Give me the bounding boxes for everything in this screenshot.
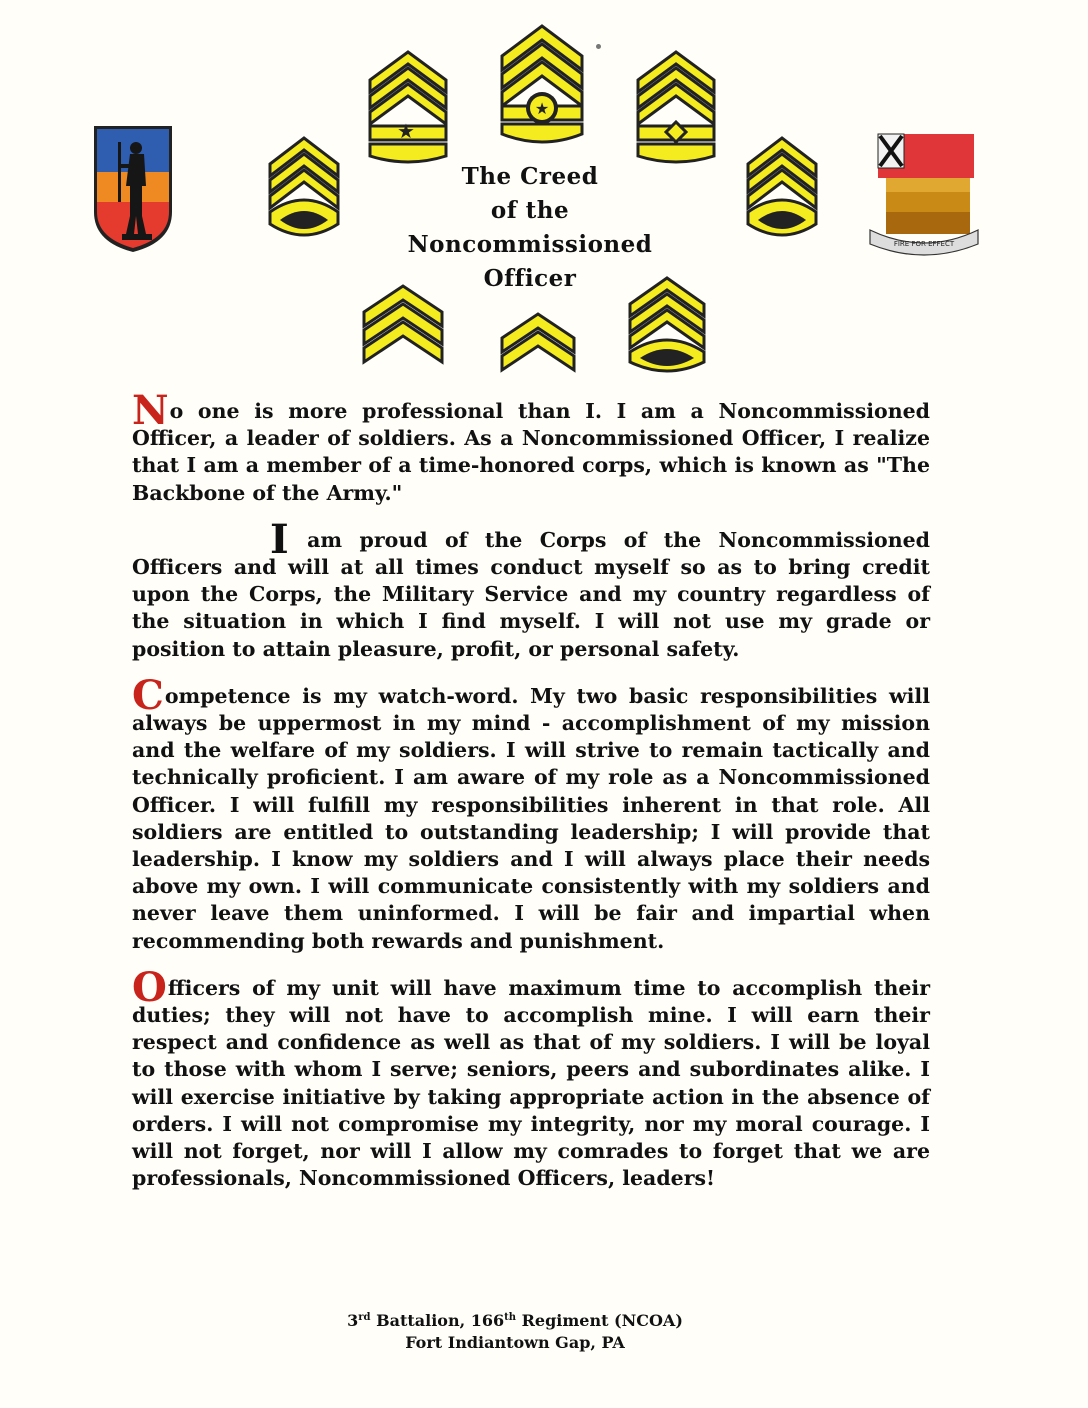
infantry-patch-icon bbox=[92, 124, 174, 254]
first-sergeant-chevron-icon bbox=[634, 48, 718, 170]
scan-speck bbox=[596, 44, 601, 49]
footer-unit-line bbox=[290, 1310, 740, 1332]
paragraph-text: ompetence is my watch-word. My two basic responsibilities will always be uppermost in my mind - accomplishment of my mission and the welfare of my soldiers. I will strive to remain tactically and technically proficient. I am aware of my role as a Noncommissioned Officer. I will fulfill my responsibilities inherent in that role. All soldiers are entitled to outstanding leadership; I will provide that leadership. I know my soldiers and I will always place their needs above my own. I will communicate consistently with my soldiers and never leave them uninformed. I will be fair and impartial when recommending both rewards and punishment. bbox=[132, 683, 930, 953]
creed-paragraph-4 bbox=[132, 963, 930, 1193]
drop-cap: N bbox=[132, 387, 169, 434]
ordinal-suffix: th bbox=[504, 1312, 517, 1323]
ordinal-suffix: rd bbox=[358, 1312, 371, 1323]
footer-location-line: Fort Indiantown Gap, PA bbox=[405, 1333, 625, 1352]
creed-paragraph-2 bbox=[132, 515, 930, 663]
sergeant-first-class-chevron-left-icon bbox=[266, 134, 342, 246]
title-line-2: of the bbox=[490, 197, 570, 224]
sergeant-first-class-chevron-right-icon bbox=[744, 134, 820, 246]
crest-motto: FIRE FOR EFFECT bbox=[893, 240, 955, 248]
unit-number: 3 bbox=[347, 1311, 359, 1330]
unit-footer bbox=[290, 1310, 740, 1354]
creed-paragraph-3 bbox=[132, 671, 930, 955]
sergeant-major-chevron-icon bbox=[498, 22, 586, 152]
corporal-chevron-icon bbox=[498, 310, 578, 380]
paragraph-text: o one is more professional than I. I am a Noncommissioned Officer, a leader of soldiers. As a Noncommissioned Officer, I realize that I am a member of a time-honored corps, which is known as "The Backbone of the Army." bbox=[132, 399, 930, 505]
title-line-4: Officer bbox=[483, 265, 577, 292]
paragraph-text: fficers of my unit will have maximum time to accomplish their duties; they will not have to accomplish mine. I will earn their respect and confidence as well as that of my soldiers. I will be loyal to those with whom I serve; seniors, peers and subordinates alike. I will exercise initiative by taking appropriate action in the absence of orders. I will not compromise my integrity, nor my moral courage. I will not forget, nor will I allow my comrades to forget that we are professionals, Noncommissioned Officers, leaders! bbox=[132, 975, 930, 1191]
creed-title bbox=[400, 160, 660, 296]
regimental-crest-icon bbox=[866, 132, 982, 262]
unit-text: Battalion, 166 bbox=[370, 1311, 505, 1330]
title-line-3: Noncommissioned bbox=[407, 231, 653, 258]
drop-cap: C bbox=[132, 671, 164, 719]
svg-text:★: ★ bbox=[397, 119, 415, 143]
drop-cap: I bbox=[270, 515, 289, 563]
creed-paragraph-1 bbox=[132, 387, 930, 507]
svg-text:★: ★ bbox=[534, 99, 550, 118]
drop-cap: O bbox=[132, 963, 167, 1011]
paragraph-text: am proud of the Corps of the Noncommissioned Officers and will at all times conduct myself so as to bring credit upon the Corps, the Military Service and my country regardless of the situation in which I find myself. I will not use my grade or position to attain pleasure, profit, or personal safety. bbox=[132, 527, 930, 661]
creed-body bbox=[132, 387, 930, 1212]
command-sergeant-major-chevron-icon bbox=[366, 48, 450, 170]
title-line-1: The Creed bbox=[461, 163, 599, 190]
unit-text: Regiment (NCOA) bbox=[516, 1311, 683, 1330]
